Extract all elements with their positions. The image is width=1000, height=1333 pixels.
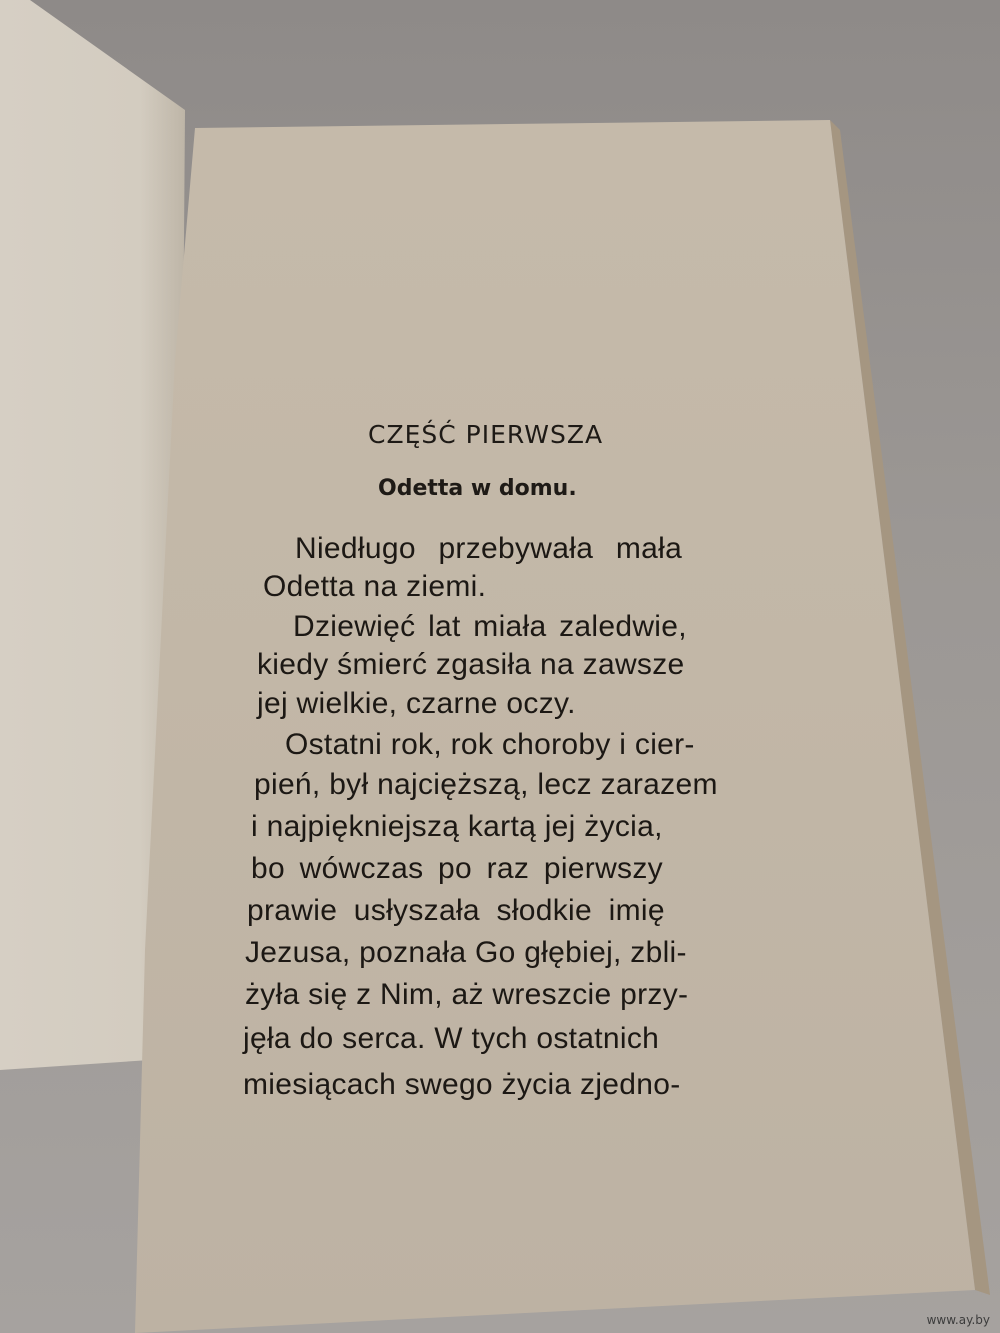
chapter-title: Odetta w domu. xyxy=(378,476,577,501)
text-line: Ostatni rok, rok choroby i cier- xyxy=(285,728,695,761)
text-line: pień, był najcięższą, lecz zarazem xyxy=(254,768,718,801)
text-line: Jezusa, poznała Go głębiej, zbli- xyxy=(245,936,687,969)
text-line: miesiącach swego życia zjedno- xyxy=(243,1068,681,1101)
text-line: Niedługo przebywała mała xyxy=(295,532,683,565)
text-line: Odetta na ziemi. xyxy=(263,570,487,603)
text-line: kiedy śmierć zgasiła na zawsze xyxy=(257,648,685,681)
text-line: prawie usłyszała słodkie imię xyxy=(247,894,665,927)
text-line: bo wówczas po raz pierwszy xyxy=(251,852,663,885)
watermark: www.ay.by xyxy=(926,1313,990,1327)
text-line: jęła do serca. W tych ostatnich xyxy=(243,1022,660,1055)
text-line: żyła się z Nim, aż wreszcie przy- xyxy=(245,978,689,1011)
text-line: i najpiękniejszą kartą jej życia, xyxy=(251,810,663,843)
text-line: jej wielkie, czarne oczy. xyxy=(257,687,576,720)
part-title: CZĘŚĆ PIERWSZA xyxy=(368,420,604,449)
text-line: Dziewięć lat miała zaledwie, xyxy=(293,610,687,643)
